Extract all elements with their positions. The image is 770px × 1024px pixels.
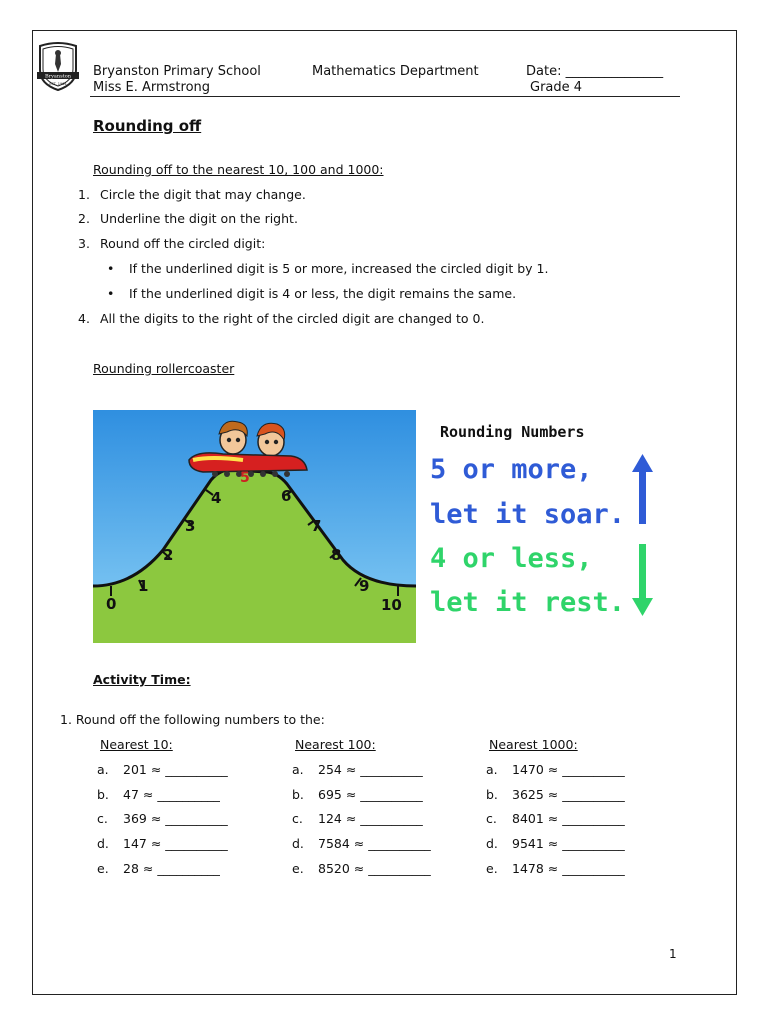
poster-line-1: 5 or more, [430,454,593,485]
exercise-item: b. 3625 ≈ __________ [486,787,625,802]
exercise-item: e. 8520 ≈ __________ [292,861,431,876]
step-number: 2. [78,211,90,226]
poster-line-4: let it rest. [430,587,626,618]
hill-number: 4 [211,489,222,507]
arrow-down-icon [632,544,653,616]
step-number: 3. [78,236,90,251]
page-number: 1 [669,947,677,961]
poster-line-2: let it soar. [430,499,626,530]
teacher-name: Miss E. Armstrong [93,80,211,95]
step-text: Underline the digit on the right. [100,211,298,226]
column-heading-nearest-1000: Nearest 1000: [489,737,578,752]
hill-number: 9 [359,577,370,595]
column-heading-nearest-100: Nearest 100: [295,737,376,752]
hill-number-top: 5 [240,470,250,486]
bullet-text: If the underlined digit is 5 or more, increased the circled digit by 1. [129,261,549,276]
header-divider [90,96,680,97]
section-heading-rounding-rules: Rounding off to the nearest 10, 100 and 1000: [93,162,384,177]
hill-number: 8 [331,546,342,564]
exercise-item: c. 369 ≈ __________ [97,811,228,826]
hill-number: 3 [185,517,196,535]
rounding-rollercoaster-illustration [93,410,416,643]
activity-heading: Activity Time: [93,672,191,687]
exercise-item: b. 47 ≈ __________ [97,787,220,802]
exercise-item: a. 201 ≈ __________ [97,762,228,777]
school-crest-logo [36,42,80,92]
page-title: Rounding off [93,117,202,135]
exercise-item: d. 9541 ≈ __________ [486,836,625,851]
hill-number: 2 [163,546,174,564]
step-text: All the digits to the right of the circled digit are changed to 0. [100,311,485,326]
exercise-item: e. 1478 ≈ __________ [486,861,625,876]
bullet-dot: • [107,261,115,276]
exercise-item: a. 1470 ≈ __________ [486,762,625,777]
section-heading-rollercoaster: Rounding rollercoaster [93,361,235,376]
date-field: Date: _______________ [526,64,664,79]
bullet-dot: • [107,286,115,301]
poster-line-3: 4 or less, [430,543,593,574]
exercise-item: e. 28 ≈ __________ [97,861,220,876]
column-heading-nearest-10: Nearest 10: [100,737,173,752]
department-name: Mathematics Department [312,64,479,79]
exercise-item: d. 7584 ≈ __________ [292,836,431,851]
step-text: Round off the circled digit: [100,236,266,251]
step-number: 1. [78,187,90,202]
school-name: Bryanston Primary School [93,64,261,79]
hill-number: 6 [281,487,292,505]
grade-label: Grade 4 [530,80,583,95]
exercise-item: c. 124 ≈ __________ [292,811,423,826]
svg-text:Bryanston: Bryanston [45,73,71,80]
step-number: 4. [78,311,90,326]
exercise-item: b. 695 ≈ __________ [292,787,423,802]
poster-title: Rounding Numbers [440,423,585,441]
question-1: 1. Round off the following numbers to the: [60,712,325,727]
bullet-text: If the underlined digit is 4 or less, the digit remains the same. [129,286,517,301]
exercise-item: c. 8401 ≈ __________ [486,811,625,826]
arrow-up-icon [632,454,653,524]
hill-number: 0 [106,595,117,613]
exercise-item: a. 254 ≈ __________ [292,762,423,777]
svg-text:EST. 1964: EST. 1964 [49,82,67,86]
hill-number: 7 [311,517,322,535]
step-text: Circle the digit that may change. [100,187,306,202]
exercise-item: d. 147 ≈ __________ [97,836,228,851]
hill-number: 1 [138,577,149,595]
rounding-numbers-poster [428,412,660,642]
hill-number: 10 [381,596,402,614]
